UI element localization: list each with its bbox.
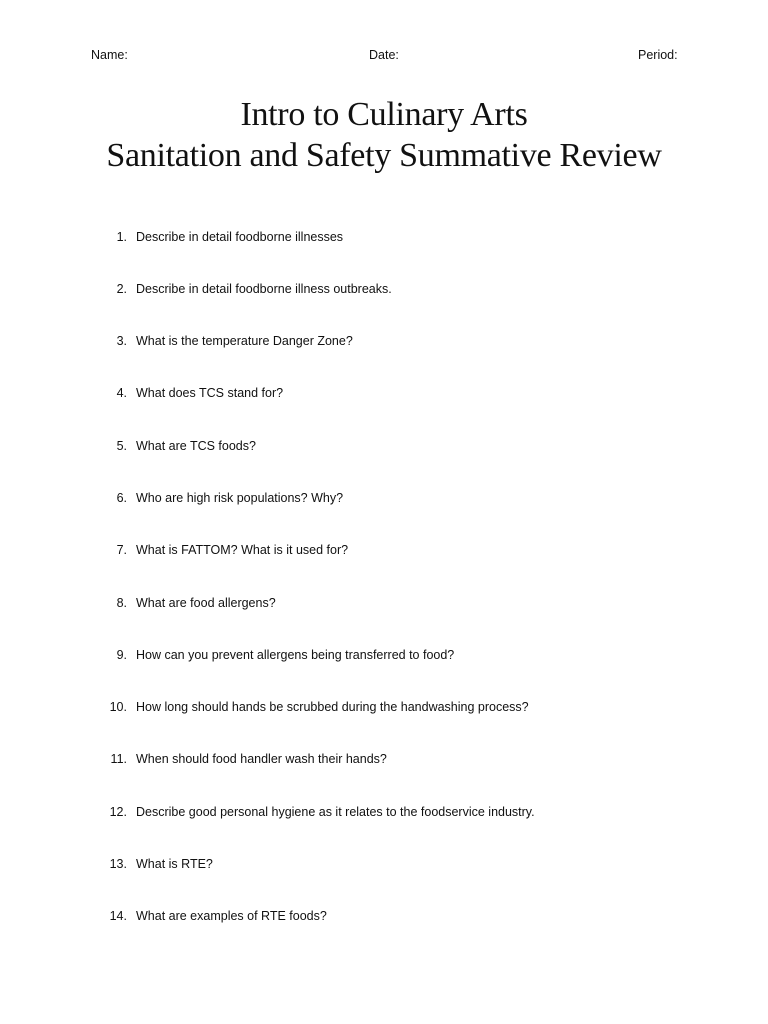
question-number: 2.	[116, 282, 127, 296]
question-number: 4.	[116, 386, 127, 400]
question-text: What is RTE?	[136, 857, 213, 871]
question-number: 7.	[116, 543, 127, 557]
question-text: How long should hands be scrubbed during the handwashing process?	[136, 700, 529, 714]
question-text: When should food handler wash their hands?	[136, 752, 387, 766]
question-number: 9.	[116, 648, 127, 662]
question-item	[0, 489, 768, 507]
question-text: What are food allergens?	[136, 596, 276, 610]
period-label: Period:	[638, 48, 678, 62]
question-text: What is FATTOM? What is it used for?	[136, 543, 349, 557]
question-item	[0, 437, 768, 455]
question-item	[0, 803, 768, 821]
question-number: 11.	[110, 752, 127, 766]
name-label: Name:	[91, 48, 128, 62]
question-number: 14.	[109, 909, 127, 923]
title-line-1: Intro to Culinary Arts	[240, 96, 528, 133]
question-number: 6.	[116, 491, 127, 505]
question-number: 10.	[109, 700, 127, 714]
question-number: 12.	[109, 805, 127, 819]
question-text: What is the temperature Danger Zone?	[136, 334, 353, 348]
question-text: Describe good personal hygiene as it relates to the foodservice industry.	[136, 805, 535, 819]
question-text: How can you prevent allergens being transferred to food?	[136, 648, 455, 662]
question-item	[0, 698, 768, 716]
question-item	[0, 907, 768, 925]
question-text: Describe in detail foodborne illnesses	[136, 230, 344, 244]
title-line-2: Sanitation and Safety Summative Review	[106, 137, 662, 174]
question-number: 8.	[116, 596, 127, 610]
question-item	[0, 594, 768, 612]
question-text: What does TCS stand for?	[136, 386, 284, 400]
question-text: Who are high risk populations? Why?	[136, 491, 344, 505]
question-number: 1.	[116, 230, 127, 244]
question-item	[0, 646, 768, 664]
question-item	[0, 541, 768, 559]
date-label: Date:	[369, 48, 399, 62]
question-number: 5.	[116, 439, 127, 453]
question-number: 13.	[109, 857, 127, 871]
question-item	[0, 384, 768, 402]
question-item	[0, 332, 768, 350]
question-text: Describe in detail foodborne illness outbreaks.	[136, 282, 392, 296]
question-number: 3.	[116, 334, 127, 348]
question-item	[0, 280, 768, 298]
question-item	[0, 228, 768, 246]
question-text: What are examples of RTE foods?	[136, 909, 327, 923]
question-item	[0, 750, 768, 768]
question-item	[0, 855, 768, 873]
question-text: What are TCS foods?	[136, 439, 256, 453]
